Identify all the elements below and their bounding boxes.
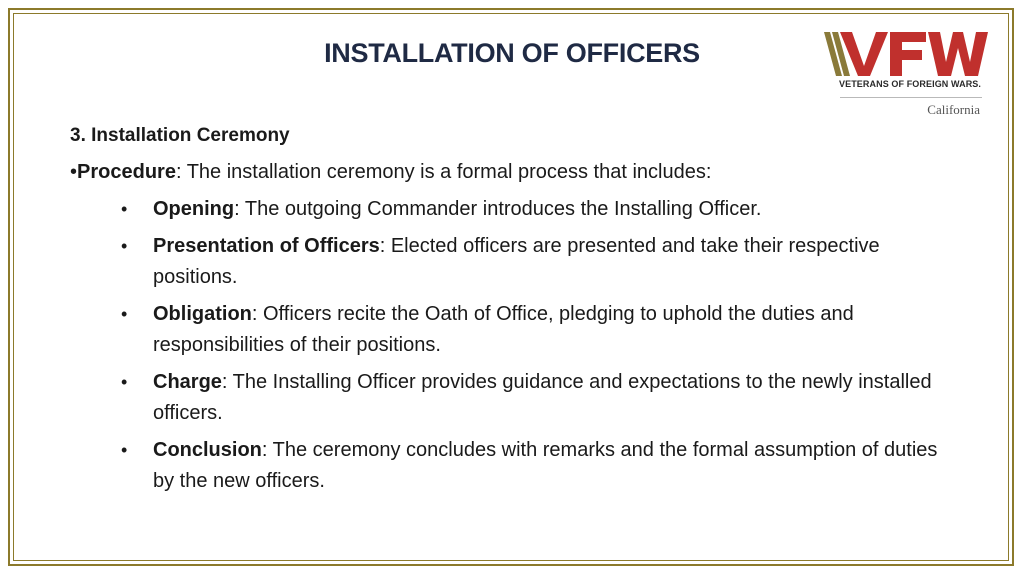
procedure-line <box>70 157 960 188</box>
logo-divider <box>840 97 982 98</box>
list-item <box>70 299 960 361</box>
item-text: : Officers recite the Oath of Office, pledging to uphold the duties and responsibilities of their positions. <box>153 303 854 356</box>
item-term: Charge <box>153 371 222 393</box>
item-text: : The Installing Officer provides guidance and expectations to the newly installed officers. <box>153 371 932 424</box>
procedure-text: : The installation ceremony is a formal process that includes: <box>175 161 712 183</box>
item-term: Opening <box>153 198 235 220</box>
procedure-list <box>70 194 960 497</box>
list-item <box>70 231 960 293</box>
item-term: Presentation of Officers <box>153 235 380 257</box>
list-item <box>70 367 960 429</box>
list-item <box>70 194 960 225</box>
bullet-icon: • <box>121 236 128 256</box>
bullet-icon: • <box>121 199 128 219</box>
item-text: : The outgoing Commander introduces the Installing Officer. <box>234 198 762 220</box>
item-text: : Elected officers are presented and take their respective positions. <box>153 235 880 288</box>
logo-subtitle: VETERANS OF FOREIGN WARS. <box>838 79 981 89</box>
vfw-logo-mark <box>822 28 992 80</box>
procedure-term: Procedure <box>77 161 176 183</box>
bullet-icon: • <box>121 440 128 460</box>
procedure-bullet: • <box>70 161 78 183</box>
bullet-icon: • <box>121 304 128 324</box>
item-term: Conclusion <box>153 439 262 461</box>
slide-title: INSTALLATION OF OFFICERS <box>324 38 700 68</box>
logo-state: California <box>927 102 980 117</box>
slide-body <box>70 120 960 503</box>
bullet-icon: • <box>121 372 128 392</box>
item-text: : The ceremony concludes with remarks and the formal assumption of duties by the new officers. <box>153 439 938 492</box>
item-term: Obligation <box>153 303 252 325</box>
list-item <box>70 435 960 497</box>
section-heading: 3. Installation Ceremony <box>70 125 290 146</box>
